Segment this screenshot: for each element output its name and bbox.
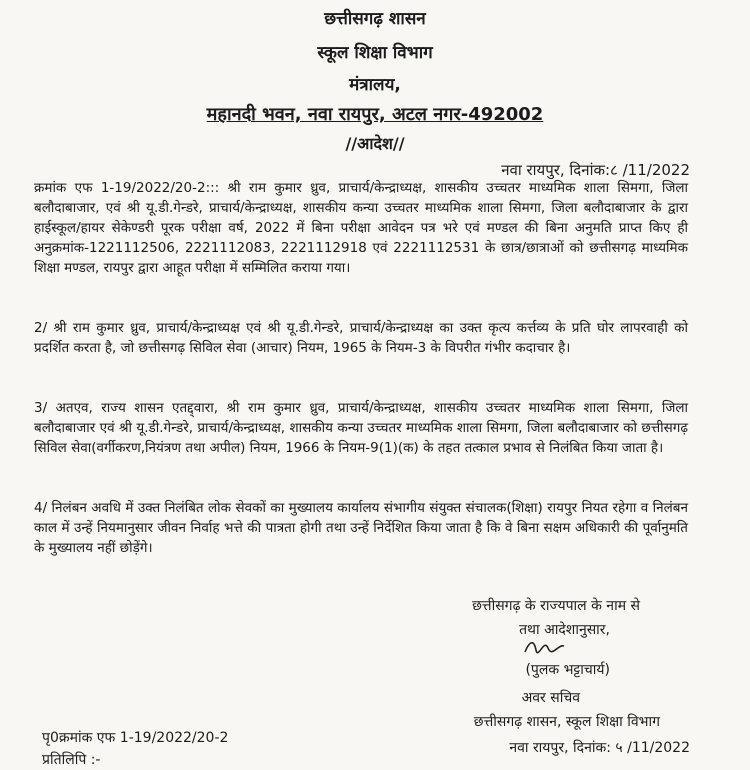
handwritten-signature <box>520 634 570 658</box>
paragraph-1: क्रमांक एफ 1-19/2022/20-2::: श्री राम कुमार ध्रुव, प्राचार्य/केन्द्राध्यक्ष, शासकीय उच्चतर माध्यमिक शाला सिमगा, जिला बलौदाबाजार, एवं श्री यू.डी.गेन्डरे, प्राचार्य/केन्द्राध्यक्ष, शासकीय कन्या उच्चतर माध्यमिक शाला सिमगा, जिला बलौदाबाजार के द्वारा हाईस्कूल/हायर सेकेण्डरी पूरक परीक्षा वर्ष, 2022 में बिना परीक्षा आवेदन पत्र भरे एवं मण्डल की बिना अनुमति प्राप्त किए ही अनुक्रमांक-1221112506, 2221112083, 2221112918 एवं 2221112531 के छात्र/छात्राओं को छत्तीसगढ़ माध्यमिक शिक्षा मण्डल, रायपुर द्वारा आहूत परीक्षा में सम्मिलित कराया गया। <box>34 180 688 276</box>
endorsement-number: पृ0क्रमांक एफ 1-19/2022/20-2 <box>42 730 229 746</box>
paragraph-4: 4/ निलंबन अवधि में उक्त निलंबित लोक सेवकों का मुख्यालय कार्यालय संभागीय संयुक्त संचालक(शिक्षा) रायपुर नियत रहेगा व निलंबन काल में उन्हें नियमानुसार जीवन निर्वाह भत्ते की पात्रता होगी तथा उन्हें निर्देशित किया जाता है कि वे बिना सक्षम अधिकारी की पूर्वानुमति के मुख्यालय नहीं छोड़ेंगे। <box>34 500 688 556</box>
address-line: महानदी भवन, नवा रायपुर, अटल नगर-492002 <box>206 104 544 125</box>
copy-label: प्रतिलिपि :- <box>42 752 101 768</box>
signatory-designation: अवर सचिव <box>521 690 580 706</box>
signature-date: नवा रायपुर, दिनांक: ५ /11/2022 <box>509 740 690 756</box>
paragraph-2: 2/ श्री राम कुमार ध्रुव, प्राचार्य/केन्द्राध्यक्ष एवं श्री यू.डी.गेन्डरे, प्राचार्य/केन्द्राध्यक्ष का उक्त कृत्य कर्त्तव्य के प्रति घोर लापरवाही को प्रदर्शित करता है, जो छत्तीसगढ़ सिविल सेवा (आचार) नियम, 1965 के नियम-3 के विपरीत गंभीर कदाचार है। <box>34 320 688 356</box>
department-name: स्कूल शिक्षा विभाग <box>317 43 433 63</box>
govt-name: छत्तीसगढ़ शासन <box>324 9 426 29</box>
order-date: नवा रायपुर, दिनांक:८ /11/2022 <box>501 161 690 179</box>
signatory-name: (पुलक भट्टाचार्य) <box>525 662 610 678</box>
governor-order-line: छत्तीसगढ़ के राज्यपाल के नाम से <box>472 598 640 614</box>
paragraph-3: 3/ अतएव, राज्य शासन एतद्द्वारा, श्री राम कुमार ध्रुव, प्राचार्य/केन्द्राध्यक्ष, शासकीय उच्चतर माध्यमिक शाला सिमगा, जिला बलौदाबाजार एवं श्री यू.डी.गेन्डरे, प्राचार्य/केन्द्राध्यक्ष, शासकीय कन्या उच्चतर माध्यमिक शाला सिमगा, जिला बलौदाबाजार को छत्तीसगढ़ सिविल सेवा(वर्गीकरण,नियंत्रण तथा अपील) नियम, 1966 के नियम-9(1)(क) के तहत तत्काल प्रभाव से निलंबित किया जाता है। <box>34 400 688 456</box>
signatory-department: छत्तीसगढ़ शासन, स्कूल शिक्षा विभाग <box>473 714 660 730</box>
ministry-label: मंत्रालय, <box>349 75 401 95</box>
order-heading: //आदेश// <box>345 134 405 153</box>
as-ordered-line: तथा आदेशानुसार, <box>519 622 610 638</box>
